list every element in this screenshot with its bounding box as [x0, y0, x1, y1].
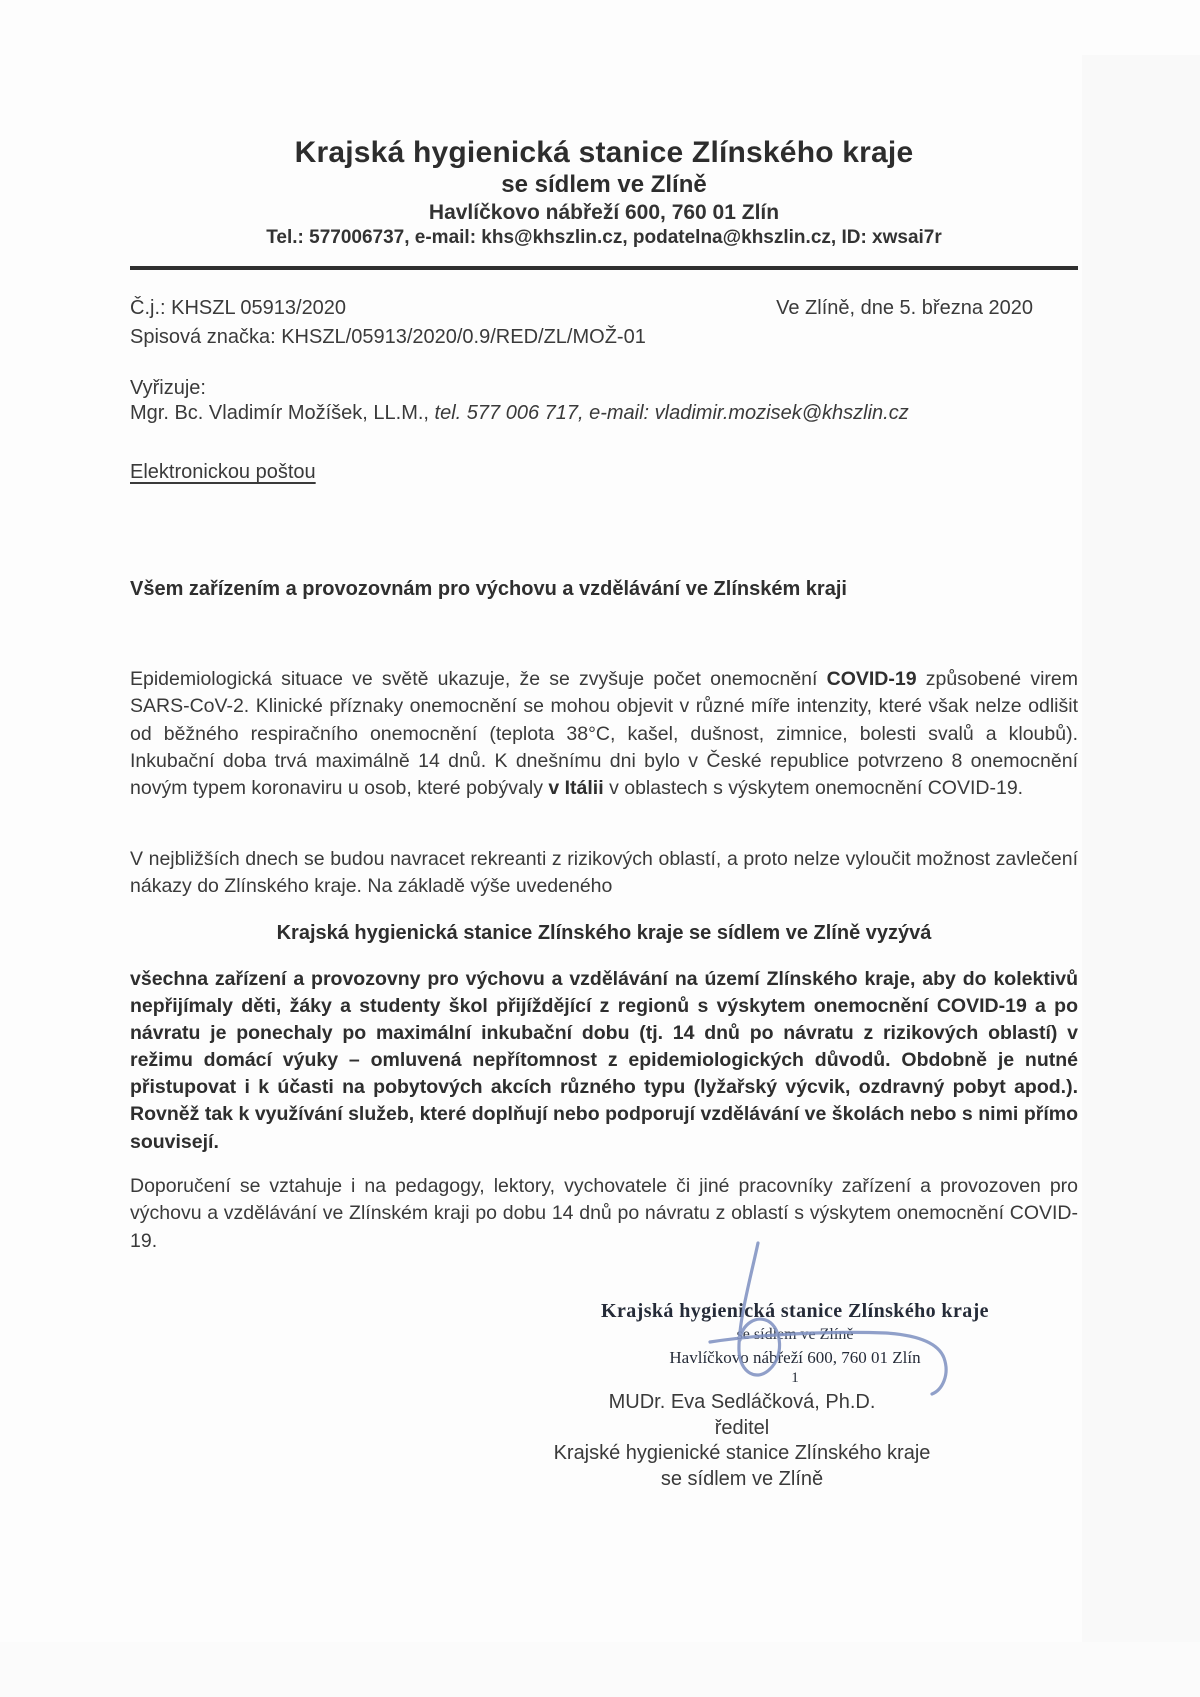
paragraph-returning-travellers: V nejbližších dnech se budou navracet rekreanti z rizikových oblastí, a proto nelze vyloučit možnost zavlečení nákazy do Zlínského kraje. Na základě výše uvedeného [130, 848, 1078, 898]
p1-italy-bold: v Itálii [548, 777, 604, 800]
org-address: Havlíčkovo nábřeží 600, 760 01 Zlín [428, 201, 780, 224]
paragraph-recommendation: Doporučení se vztahuje i na pedagogy, lektory, vychovatele či jiné pracovníky zařízení a provozoven pro výchovu a vzdělávání ve Zlínském kraji po dobu 14 dnů po návratu z oblastí s výskytem onemocnění COVID-19. [130, 1175, 1078, 1252]
signer-org-line1: Krajské hygienické stanice Zlínského kraje [553, 1442, 931, 1464]
addressee-line: Všem zařízením a provozovnám pro výchovu a vzdělávání ve Zlínském kraji [130, 578, 847, 600]
org-subtitle: se sídlem ve Zlíně [501, 171, 707, 198]
letterhead-divider [130, 266, 1078, 270]
signer-role: ředitel [714, 1416, 770, 1439]
handwritten-signature [680, 1230, 1000, 1405]
p1-covid-bold: COVID-19 [826, 668, 917, 690]
stamp-org-address: Havlíčkovo nábřeží 600, 760 01 Zlín [669, 1348, 921, 1367]
org-contact: Tel.: 577006737, e-mail: khs@khszlin.cz, podatelna@khszlin.cz, ID: xwsai7r [266, 227, 942, 248]
signature-tail-stroke [710, 1332, 946, 1394]
handler-line [130, 402, 1078, 425]
p1-text-c: v oblastech s výskytem onemocnění COVID-19. [603, 777, 1024, 800]
paragraph-epidemiological-situation [130, 666, 1078, 802]
delivery-method: Elektronickou poštou [130, 461, 316, 483]
p1-text-b: způsobené virem SARS-CoV-2. Klinické příznaky onemocnění se mohou objevit v různé míře intenzity, které však nelze odlišit od běžného respiračního onemocnění (teplota 38°C, kašel, dušnost, zimnice, bolesti svalů a kloubů). Inkubační doba trvá maximálně 14 dnů. K dnešnímu dni bylo v České republice potvrzeno 8 onemocnění novým typem koronaviru u osob, které pobývaly [130, 668, 1078, 800]
handler-label: Vyřizuje: [130, 377, 206, 399]
signer-name: MUDr. Eva Sedláčková, Ph.D. [608, 1391, 876, 1413]
stamp-org-seat: se sídlem ve Zlíně [736, 1326, 854, 1343]
record-mark: Spisová značka: KHSZL/05913/2020/0.9/RED/ZL/MOŽ-01 [130, 326, 646, 348]
signer-block [367, 1390, 1117, 1492]
call-to-action-heading: Krajská hygienická stanice Zlínského kraje se sídlem ve Zlíně vyzývá [276, 922, 932, 944]
letterhead [130, 136, 1078, 250]
signature-main-loop [739, 1243, 780, 1375]
org-title: Krajská hygienická stanice Zlínského kraje [294, 136, 914, 169]
handler-name: Mgr. Bc. Vladimír Možíšek, LL.M., [130, 402, 435, 424]
place-and-date: Ve Zlíně, dne 5. března 2020 [776, 297, 1033, 319]
signer-org-line2: se sídlem ve Zlíně [660, 1467, 824, 1490]
handler-contact: tel. 577 006 717, e-mail: vladimir.mozisek@khszlin.cz [434, 402, 909, 424]
p1-text-a: Epidemiologická situace ve světě ukazuje, že se zvyšuje počet onemocnění [130, 668, 827, 690]
file-number: Č.j.: KHSZL 05913/2020 [130, 297, 347, 319]
stamp-number: 1 [791, 1370, 799, 1386]
stamp-org-name: Krajská hygienická stanice Zlínského kraje [601, 1300, 989, 1322]
scan-shadow-bottom [0, 1642, 1200, 1697]
paragraph-directive: všechna zařízení a provozovny pro výchovu a vzdělávání na území Zlínského kraje, aby do kolektivů nepřijímaly děti, žáky a studenty škol přijíždějící z regionů s výskytem onemocnění COVID-19 a po návratu je ponechaly po maximální inkubační dobu (tj. 14 dnů po návratu z rizikových oblastí) v režimu domácí výuky – omluvená nepřítomnost z epidemiologických důvodů. Obdobně je nutné přistupovat i k účasti na pobytových akcích různého typu (lyžařský výcvik, ozdravný pobyt apod.). Rovněž tak k využívání služeb, které doplňují nebo podporují vzdělávání ve školách nebo s nimi přímo souvisejí. [130, 968, 1078, 1153]
reference-row [130, 297, 1078, 320]
